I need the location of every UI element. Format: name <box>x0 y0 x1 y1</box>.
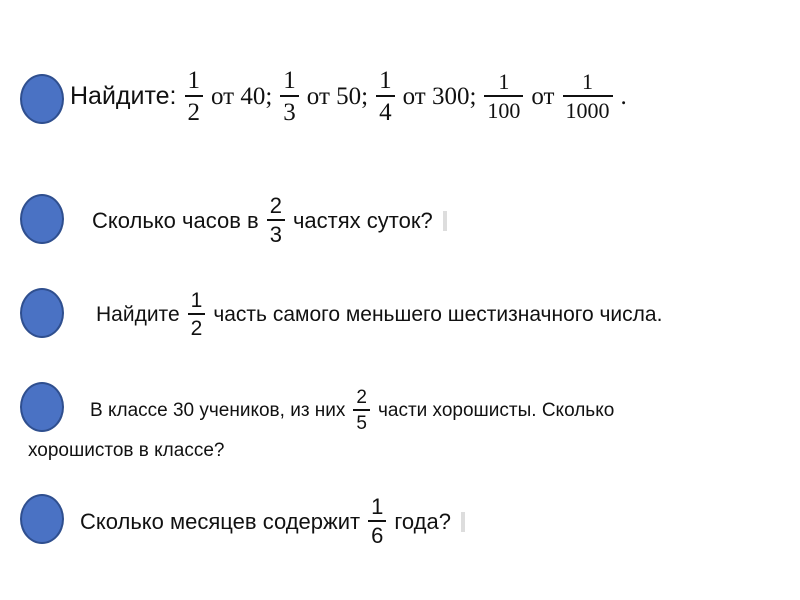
q2-f-num: 2 <box>269 193 282 218</box>
question-3 <box>96 290 662 339</box>
question-2 <box>92 195 447 246</box>
q2-fraction <box>267 195 285 246</box>
q1-f5-den: 1000 <box>563 95 613 122</box>
question-4 <box>90 388 614 433</box>
q4-tail: части хорошисты. Сколько <box>378 399 615 421</box>
q1-text-3: от 300; <box>402 82 477 110</box>
q4-f-den: 5 <box>353 409 370 433</box>
bullet-5 <box>20 494 64 544</box>
q2-lead: Сколько часов в <box>92 207 259 233</box>
q1-fraction-4 <box>484 71 523 122</box>
q1-fraction-5 <box>563 71 613 122</box>
q3-tail: часть самого меньшего шестизначного числа. <box>213 302 663 326</box>
q1-fraction-1 <box>185 68 204 125</box>
q5-lead: Сколько месяцев содержит <box>80 508 361 534</box>
q5-tail: года? <box>394 508 451 534</box>
q1-text-4: от <box>531 82 555 110</box>
q1-f4-num: 1 <box>498 69 510 94</box>
q1-f3-num: 1 <box>379 67 392 94</box>
q5-f-den: 6 <box>368 520 386 547</box>
question-1 <box>70 68 627 125</box>
q1-f4-den: 100 <box>484 95 523 122</box>
q1-f5-num: 1 <box>582 69 593 94</box>
q3-fraction <box>188 290 206 339</box>
q1-fraction-3 <box>376 68 395 125</box>
question-4-line-2 <box>28 440 224 462</box>
q4-f-num: 2 <box>356 387 367 408</box>
q3-lead: Найдите <box>96 302 180 326</box>
bullet-1 <box>20 74 64 124</box>
q1-f2-num: 1 <box>283 67 296 94</box>
q1-text-5: . <box>620 82 627 110</box>
q1-text-2: от 50; <box>306 82 369 110</box>
q2-tail: частях суток? <box>292 207 433 233</box>
q1-lead: Найдите: <box>70 82 177 110</box>
q1-f1-num: 1 <box>187 67 200 94</box>
q1-fraction-2 <box>280 68 299 125</box>
bullet-3 <box>20 288 64 338</box>
q1-f2-den: 3 <box>280 95 299 125</box>
trailing-mark <box>443 211 447 231</box>
q1-f1-den: 2 <box>185 95 204 125</box>
bullet-4 <box>20 382 64 432</box>
question-5 <box>80 496 465 547</box>
q4-fraction <box>353 388 370 433</box>
q1-text-1: от 40; <box>211 82 273 110</box>
q2-f-den: 3 <box>267 219 285 246</box>
bullet-2 <box>20 194 64 244</box>
trailing-mark <box>461 512 465 532</box>
q5-fraction <box>368 496 386 547</box>
q3-f-den: 2 <box>188 313 206 339</box>
q1-f3-den: 4 <box>376 95 395 125</box>
q5-f-num: 1 <box>371 494 384 519</box>
q4-lead: В классе 30 учеников, из них <box>90 399 346 421</box>
q4-line2: хорошистов в классе? <box>28 440 225 461</box>
q3-f-num: 1 <box>190 289 203 312</box>
